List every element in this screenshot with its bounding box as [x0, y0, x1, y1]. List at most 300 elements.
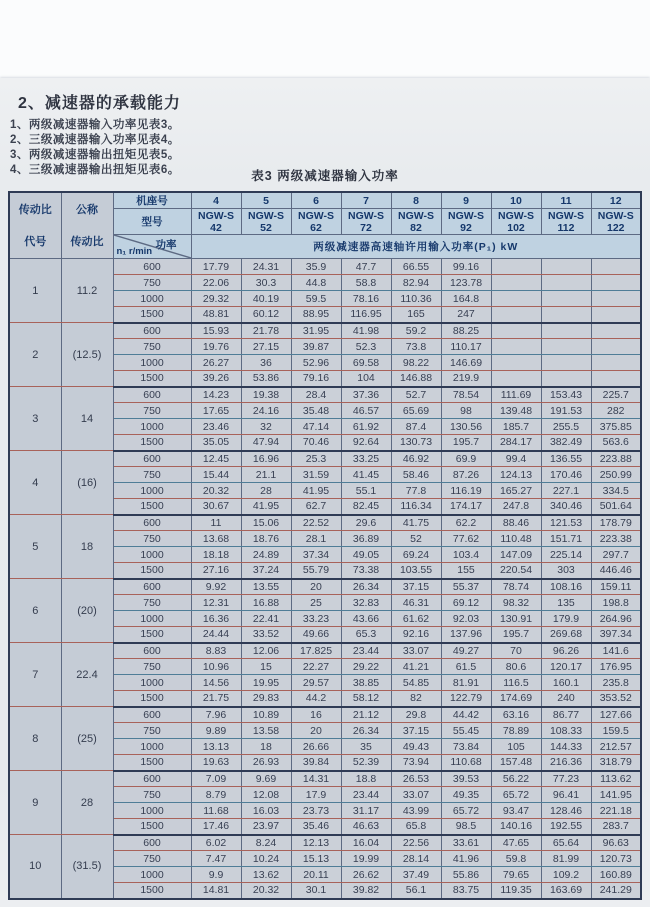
- power-value-cell: 155: [441, 563, 491, 579]
- power-value-cell: 39.87: [291, 339, 341, 355]
- header-nominal-ratio-line2: 传动比: [70, 235, 104, 248]
- power-value-cell: 65.72: [441, 803, 491, 819]
- table-row: [9, 387, 641, 403]
- power-value-cell: 78.54: [441, 387, 491, 403]
- power-value-cell: 25: [291, 595, 341, 611]
- speed-cell: 1000: [113, 739, 191, 755]
- power-value-cell: 8.24: [241, 835, 291, 851]
- model-cell: NGW-S 42: [191, 209, 241, 235]
- power-value-cell: 82.45: [341, 499, 391, 515]
- power-value-cell: 19.63: [191, 755, 241, 771]
- power-value-cell: 14.81: [191, 883, 241, 899]
- power-value-cell: 9.9: [191, 867, 241, 883]
- model-cell: NGW-S 102: [491, 209, 541, 235]
- power-value-cell: 116.5: [491, 675, 541, 691]
- model-cell: NGW-S 62: [291, 209, 341, 235]
- power-value-cell: [491, 323, 541, 339]
- power-value-cell: 80.6: [491, 659, 541, 675]
- power-value-cell: 53.86: [241, 371, 291, 387]
- speed-cell: 1000: [113, 547, 191, 563]
- power-value-cell: 198.8: [591, 595, 641, 611]
- power-value-cell: 96.63: [591, 835, 641, 851]
- power-value-cell: 22.56: [391, 835, 441, 851]
- power-value-cell: 9.69: [241, 771, 291, 787]
- power-value-cell: 39.84: [291, 755, 341, 771]
- power-value-cell: 21.78: [241, 323, 291, 339]
- power-value-cell: 11.68: [191, 803, 241, 819]
- power-value-cell: 62.2: [441, 515, 491, 531]
- table-row: [9, 323, 641, 339]
- power-value-cell: 44.8: [291, 275, 341, 291]
- power-value-cell: 35.9: [291, 259, 341, 275]
- power-value-cell: 353.52: [591, 691, 641, 707]
- power-value-cell: 16.88: [241, 595, 291, 611]
- power-value-cell: 16.36: [191, 611, 241, 627]
- power-value-cell: 55.79: [291, 563, 341, 579]
- power-value-cell: [591, 307, 641, 323]
- power-value-cell: 23.44: [341, 787, 391, 803]
- power-value-cell: 8.79: [191, 787, 241, 803]
- speed-cell: 1500: [113, 499, 191, 515]
- power-value-cell: 46.63: [341, 819, 391, 835]
- power-value-cell: 15.44: [191, 467, 241, 483]
- power-value-cell: 58.12: [341, 691, 391, 707]
- speed-cell: 750: [113, 275, 191, 291]
- power-value-cell: 46.57: [341, 403, 391, 419]
- power-value-cell: 20.32: [241, 883, 291, 899]
- power-value-cell: 240: [541, 691, 591, 707]
- power-value-cell: 128.46: [541, 803, 591, 819]
- table-row: [9, 643, 641, 659]
- power-value-cell: 220.54: [491, 563, 541, 579]
- power-value-cell: 255.5: [541, 419, 591, 435]
- speed-cell: 1000: [113, 867, 191, 883]
- power-value-cell: 32.83: [341, 595, 391, 611]
- power-value-cell: 164.8: [441, 291, 491, 307]
- power-value-cell: 49.43: [391, 739, 441, 755]
- power-value-cell: 103.4: [441, 547, 491, 563]
- power-value-cell: [541, 291, 591, 307]
- speed-cell: 750: [113, 851, 191, 867]
- power-value-cell: 179.9: [541, 611, 591, 627]
- table-row: [9, 259, 641, 275]
- power-value-cell: 13.13: [191, 739, 241, 755]
- speed-cell: 600: [113, 451, 191, 467]
- speed-cell: 1500: [113, 627, 191, 643]
- speed-cell: 600: [113, 387, 191, 403]
- power-value-cell: 49.66: [291, 627, 341, 643]
- power-value-cell: 41.96: [441, 851, 491, 867]
- power-value-cell: 120.17: [541, 659, 591, 675]
- power-value-cell: 88.25: [441, 323, 491, 339]
- power-table-head: [9, 192, 641, 259]
- model-cell: NGW-S 112: [541, 209, 591, 235]
- power-value-cell: 7.09: [191, 771, 241, 787]
- power-value-cell: 47.14: [291, 419, 341, 435]
- power-value-cell: 43.99: [391, 803, 441, 819]
- power-value-cell: 501.64: [591, 499, 641, 515]
- power-value-cell: [491, 355, 541, 371]
- speed-cell: 750: [113, 467, 191, 483]
- power-value-cell: 140.16: [491, 819, 541, 835]
- power-value-cell: 108.16: [541, 579, 591, 595]
- power-value-cell: 73.38: [341, 563, 391, 579]
- nominal-ratio-cell: 11.2: [61, 259, 113, 323]
- power-value-cell: 92.03: [441, 611, 491, 627]
- power-value-cell: 37.15: [391, 723, 441, 739]
- model-cell: NGW-S 122: [591, 209, 641, 235]
- power-table: [8, 191, 642, 900]
- power-value-cell: 35.05: [191, 435, 241, 451]
- power-value-cell: 32: [241, 419, 291, 435]
- power-value-cell: 41.98: [341, 323, 391, 339]
- power-value-cell: 37.49: [391, 867, 441, 883]
- speed-cell: 750: [113, 723, 191, 739]
- power-value-cell: 185.7: [491, 419, 541, 435]
- power-value-cell: 104: [341, 371, 391, 387]
- power-value-cell: 52.7: [391, 387, 441, 403]
- power-value-cell: 98.32: [491, 595, 541, 611]
- power-value-cell: 227.1: [541, 483, 591, 499]
- power-value-cell: 144.33: [541, 739, 591, 755]
- power-value-cell: 12.31: [191, 595, 241, 611]
- header-ratio-code-line2: 代号: [24, 235, 47, 248]
- power-value-cell: 31.17: [341, 803, 391, 819]
- power-value-cell: 16.03: [241, 803, 291, 819]
- power-value-cell: 160.1: [541, 675, 591, 691]
- power-value-cell: 19.38: [241, 387, 291, 403]
- power-value-cell: 8.83: [191, 643, 241, 659]
- power-value-cell: 446.46: [591, 563, 641, 579]
- power-value-cell: 35.46: [291, 819, 341, 835]
- scanned-document-page: [0, 78, 650, 907]
- power-value-cell: 29.8: [391, 707, 441, 723]
- power-value-cell: 19.76: [191, 339, 241, 355]
- power-value-cell: [491, 259, 541, 275]
- ratio-code-cell: 1: [9, 259, 61, 323]
- power-value-cell: 382.49: [541, 435, 591, 451]
- power-value-cell: 14.23: [191, 387, 241, 403]
- speed-cell: 750: [113, 659, 191, 675]
- power-value-cell: 18.8: [341, 771, 391, 787]
- power-value-cell: 136.55: [541, 451, 591, 467]
- speed-cell: 1000: [113, 483, 191, 499]
- power-value-cell: 14.56: [191, 675, 241, 691]
- power-value-cell: 151.71: [541, 531, 591, 547]
- power-value-cell: 54.85: [391, 675, 441, 691]
- power-value-cell: 59.2: [391, 323, 441, 339]
- power-value-cell: 12.13: [291, 835, 341, 851]
- power-value-cell: 18.18: [191, 547, 241, 563]
- power-value-cell: 247.8: [491, 499, 541, 515]
- power-value-cell: 65.72: [491, 787, 541, 803]
- power-value-cell: 110.68: [441, 755, 491, 771]
- power-value-cell: 28.4: [291, 387, 341, 403]
- power-value-cell: 41.95: [241, 499, 291, 515]
- power-value-cell: 159.5: [591, 723, 641, 739]
- power-value-cell: 40.19: [241, 291, 291, 307]
- power-value-cell: 303: [541, 563, 591, 579]
- power-value-cell: 47.65: [491, 835, 541, 851]
- power-value-cell: [491, 371, 541, 387]
- speed-cell: 1500: [113, 883, 191, 899]
- power-value-cell: 66.55: [391, 259, 441, 275]
- power-value-cell: 56.22: [491, 771, 541, 787]
- power-value-cell: 223.38: [591, 531, 641, 547]
- model-cell: NGW-S 92: [441, 209, 491, 235]
- power-value-cell: 174.17: [441, 499, 491, 515]
- table-row: [9, 579, 641, 595]
- power-value-cell: [591, 291, 641, 307]
- power-value-cell: 69.24: [391, 547, 441, 563]
- table-row: [9, 707, 641, 723]
- speed-cell: 1500: [113, 563, 191, 579]
- note-item: 2、三级减速器输入功率见表4。: [10, 134, 180, 146]
- power-value-cell: 52: [391, 531, 441, 547]
- power-value-cell: 61.5: [441, 659, 491, 675]
- power-value-cell: 92.16: [391, 627, 441, 643]
- power-value-cell: [541, 323, 591, 339]
- speed-cell: 1500: [113, 819, 191, 835]
- power-value-cell: 16: [291, 707, 341, 723]
- power-value-cell: 23.73: [291, 803, 341, 819]
- power-value-cell: [491, 307, 541, 323]
- power-value-cell: [541, 275, 591, 291]
- power-value-cell: 33.61: [441, 835, 491, 851]
- nominal-ratio-cell: (16): [61, 451, 113, 515]
- power-value-cell: [541, 339, 591, 355]
- frame-number: 11: [541, 192, 591, 209]
- power-value-cell: 397.34: [591, 627, 641, 643]
- power-value-cell: 27.16: [191, 563, 241, 579]
- power-value-cell: 82.94: [391, 275, 441, 291]
- power-value-cell: 26.53: [391, 771, 441, 787]
- frame-number: 4: [191, 192, 241, 209]
- power-value-cell: 26.93: [241, 755, 291, 771]
- power-value-cell: 20.11: [291, 867, 341, 883]
- power-value-cell: 98.5: [441, 819, 491, 835]
- power-value-cell: 264.96: [591, 611, 641, 627]
- power-value-cell: 223.88: [591, 451, 641, 467]
- power-value-cell: 15.13: [291, 851, 341, 867]
- power-value-cell: 28.1: [291, 531, 341, 547]
- ratio-code-cell: 5: [9, 515, 61, 579]
- power-value-cell: 46.92: [391, 451, 441, 467]
- power-value-cell: 37.34: [291, 547, 341, 563]
- speed-cell: 600: [113, 643, 191, 659]
- power-value-cell: 130.56: [441, 419, 491, 435]
- power-value-cell: 77.23: [541, 771, 591, 787]
- power-value-cell: 17.46: [191, 819, 241, 835]
- power-value-cell: 174.69: [491, 691, 541, 707]
- power-value-cell: 46.31: [391, 595, 441, 611]
- speed-cell: 1000: [113, 355, 191, 371]
- nominal-ratio-cell: 18: [61, 515, 113, 579]
- ratio-code-cell: 6: [9, 579, 61, 643]
- power-value-cell: 37.15: [391, 579, 441, 595]
- power-value-cell: 146.88: [391, 371, 441, 387]
- power-value-cell: 15.93: [191, 323, 241, 339]
- power-value-cell: 116.19: [441, 483, 491, 499]
- power-value-cell: 318.79: [591, 755, 641, 771]
- power-value-cell: 23.97: [241, 819, 291, 835]
- nominal-ratio-cell: (20): [61, 579, 113, 643]
- power-value-cell: 44.42: [441, 707, 491, 723]
- power-value-cell: 135: [541, 595, 591, 611]
- frame-number: 7: [341, 192, 391, 209]
- power-value-cell: 65.8: [391, 819, 441, 835]
- power-value-cell: 41.45: [341, 467, 391, 483]
- power-value-cell: 297.7: [591, 547, 641, 563]
- power-value-cell: [591, 371, 641, 387]
- power-value-cell: 28.14: [391, 851, 441, 867]
- power-value-cell: 284.17: [491, 435, 541, 451]
- power-value-cell: 19.95: [241, 675, 291, 691]
- speed-cell: 1000: [113, 419, 191, 435]
- power-value-cell: 73.94: [391, 755, 441, 771]
- power-value-cell: 99.4: [491, 451, 541, 467]
- speed-cell: 1500: [113, 307, 191, 323]
- power-value-cell: [541, 259, 591, 275]
- frame-number: 8: [391, 192, 441, 209]
- power-value-cell: 247: [441, 307, 491, 323]
- speed-cell: 1500: [113, 755, 191, 771]
- power-value-cell: 59.8: [491, 851, 541, 867]
- power-value-cell: 165.27: [491, 483, 541, 499]
- power-value-cell: 26.66: [291, 739, 341, 755]
- speed-cell: 600: [113, 323, 191, 339]
- power-value-cell: 60.12: [241, 307, 291, 323]
- power-value-cell: 340.46: [541, 499, 591, 515]
- table-row: [9, 515, 641, 531]
- power-label: 功率: [155, 239, 177, 251]
- allowed-input-power-header: 两级减速器高速轴许用输入功率(P₁) kW: [191, 235, 641, 259]
- power-value-cell: 63.16: [491, 707, 541, 723]
- power-value-cell: [591, 259, 641, 275]
- power-value-cell: 110.48: [491, 531, 541, 547]
- ratio-code-cell: 7: [9, 643, 61, 707]
- speed-cell: 1000: [113, 803, 191, 819]
- power-value-cell: 153.43: [541, 387, 591, 403]
- speed-cell: 600: [113, 771, 191, 787]
- power-value-cell: 22.52: [291, 515, 341, 531]
- power-value-cell: 31.59: [291, 467, 341, 483]
- power-value-cell: 563.6: [591, 435, 641, 451]
- power-value-cell: 16.96: [241, 451, 291, 467]
- power-value-cell: 77.8: [391, 483, 441, 499]
- header-ratio-code: [9, 192, 61, 259]
- power-value-cell: 141.95: [591, 787, 641, 803]
- power-value-cell: 21.12: [341, 707, 391, 723]
- power-value-cell: 33.23: [291, 611, 341, 627]
- power-value-cell: 62.7: [291, 499, 341, 515]
- power-value-cell: 98: [441, 403, 491, 419]
- power-value-cell: 24.31: [241, 259, 291, 275]
- power-value-cell: 37.36: [341, 387, 391, 403]
- power-value-cell: 139.48: [491, 403, 541, 419]
- power-value-cell: 283.7: [591, 819, 641, 835]
- power-value-cell: 69.9: [441, 451, 491, 467]
- power-value-cell: 35: [341, 739, 391, 755]
- power-value-cell: 87.4: [391, 419, 441, 435]
- power-value-cell: 41.75: [391, 515, 441, 531]
- speed-cell: 1500: [113, 371, 191, 387]
- power-value-cell: 241.29: [591, 883, 641, 899]
- power-value-cell: 52.3: [341, 339, 391, 355]
- power-value-cell: 52.96: [291, 355, 341, 371]
- power-value-cell: 130.91: [491, 611, 541, 627]
- power-value-cell: 235.8: [591, 675, 641, 691]
- speed-cell: 750: [113, 787, 191, 803]
- power-value-cell: 30.3: [241, 275, 291, 291]
- power-value-cell: 17.65: [191, 403, 241, 419]
- power-value-cell: [591, 339, 641, 355]
- power-value-cell: 17.79: [191, 259, 241, 275]
- power-value-cell: 31.95: [291, 323, 341, 339]
- power-value-cell: 250.99: [591, 467, 641, 483]
- power-value-cell: 30.67: [191, 499, 241, 515]
- power-value-cell: 165: [391, 307, 441, 323]
- header-row-frame: [9, 192, 641, 209]
- power-value-cell: 55.86: [441, 867, 491, 883]
- power-value-cell: 219.9: [441, 371, 491, 387]
- power-value-cell: 116.95: [341, 307, 391, 323]
- power-value-cell: 36.89: [341, 531, 391, 547]
- power-value-cell: 160.89: [591, 867, 641, 883]
- power-value-cell: 221.18: [591, 803, 641, 819]
- power-value-cell: 58.8: [341, 275, 391, 291]
- power-value-cell: 17.825: [291, 643, 341, 659]
- table-row: [9, 771, 641, 787]
- power-value-cell: 15: [241, 659, 291, 675]
- power-value-cell: 81.99: [541, 851, 591, 867]
- power-value-cell: 141.6: [591, 643, 641, 659]
- header-nominal-ratio: [61, 192, 113, 259]
- speed-cell: 1500: [113, 691, 191, 707]
- power-value-cell: 103.55: [391, 563, 441, 579]
- power-value-cell: 105: [491, 739, 541, 755]
- power-value-cell: 23.44: [341, 643, 391, 659]
- power-value-cell: [591, 323, 641, 339]
- power-value-cell: 52.39: [341, 755, 391, 771]
- speed-cell: 1000: [113, 675, 191, 691]
- power-value-cell: 24.89: [241, 547, 291, 563]
- speed-cell: 1000: [113, 291, 191, 307]
- power-value-cell: 56.1: [391, 883, 441, 899]
- power-value-cell: 92.64: [341, 435, 391, 451]
- power-value-cell: 191.53: [541, 403, 591, 419]
- power-value-cell: 29.57: [291, 675, 341, 691]
- speed-cell: 1000: [113, 611, 191, 627]
- power-value-cell: 30.1: [291, 883, 341, 899]
- power-value-cell: 13.68: [191, 531, 241, 547]
- power-value-cell: 170.46: [541, 467, 591, 483]
- table-title: 表3 两级减速器输入功率: [251, 169, 399, 183]
- power-value-cell: 26.27: [191, 355, 241, 371]
- power-value-cell: 21.75: [191, 691, 241, 707]
- power-value-cell: 24.16: [241, 403, 291, 419]
- power-value-cell: 21.1: [241, 467, 291, 483]
- power-value-cell: 178.79: [591, 515, 641, 531]
- ratio-code-cell: 2: [9, 323, 61, 387]
- power-value-cell: 375.85: [591, 419, 641, 435]
- power-value-cell: 22.27: [291, 659, 341, 675]
- power-value-cell: 33.07: [391, 787, 441, 803]
- power-value-cell: 157.48: [491, 755, 541, 771]
- power-value-cell: 195.7: [441, 435, 491, 451]
- power-value-cell: 225.7: [591, 387, 641, 403]
- power-value-cell: 33.52: [241, 627, 291, 643]
